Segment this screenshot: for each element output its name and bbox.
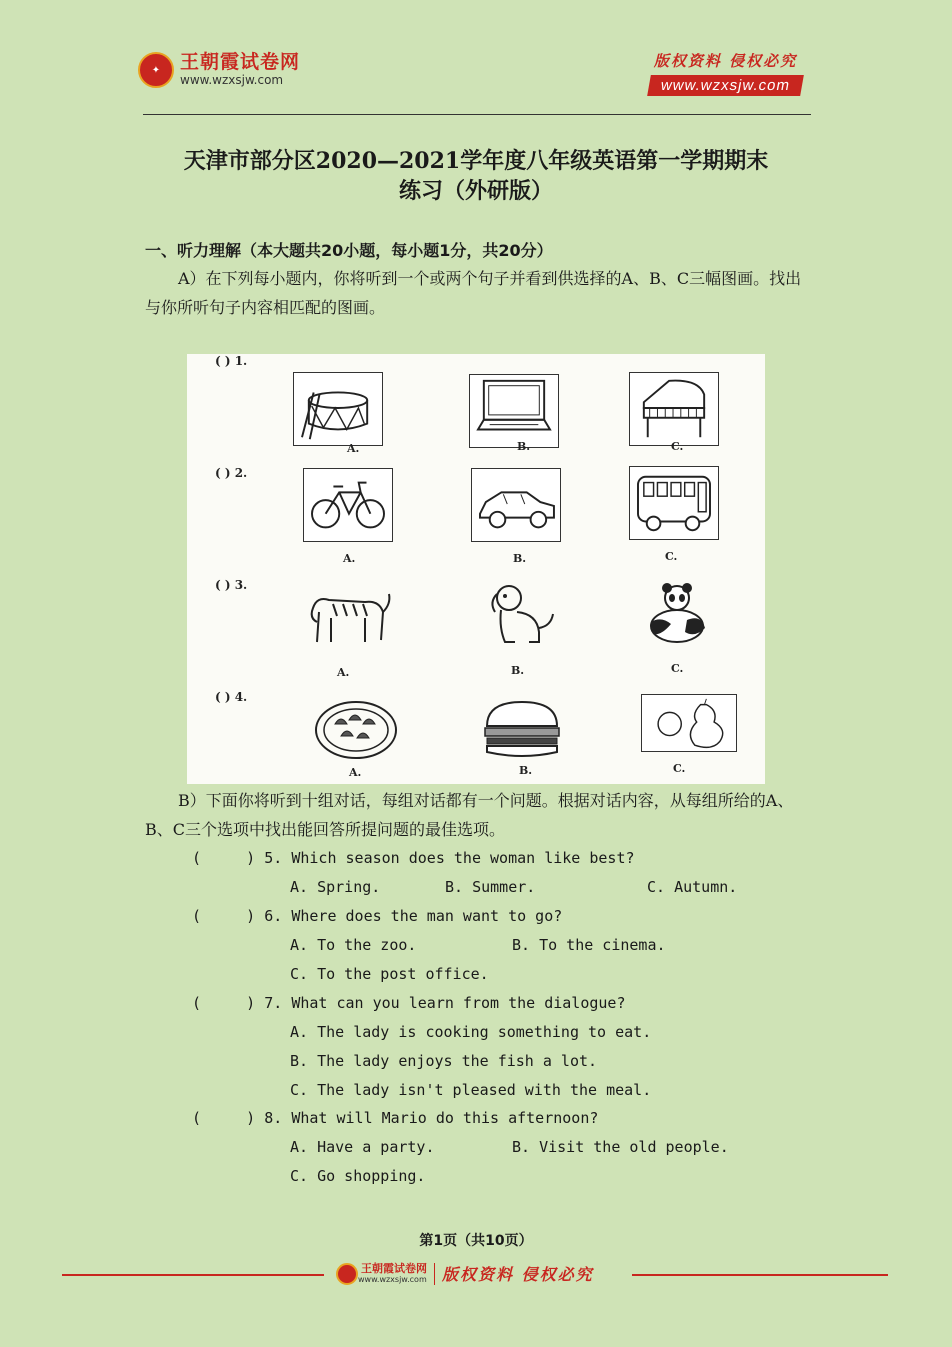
option-label: C. <box>671 440 684 453</box>
footer-divider-right <box>632 1274 888 1276</box>
question-6-stem: ( ) 6. Where does the man want to go? <box>192 907 563 925</box>
option-label: C. <box>673 762 686 775</box>
title-line-2: 练习（外研版） <box>398 178 553 204</box>
question-7-option-a: A. The lady is cooking something to eat. <box>290 1023 652 1041</box>
dog-icon <box>471 578 561 652</box>
header-slogan-block <box>649 50 802 96</box>
option-label: B. <box>517 440 531 453</box>
section-heading: 一、听力理解（本大题共20小题，每小题1分，共20分） <box>145 241 553 260</box>
header-slogan: 版权资料 侵权必究 <box>653 52 798 70</box>
footer-separator <box>434 1263 435 1285</box>
question-8-option-c: C. Go shopping. <box>290 1167 426 1185</box>
part-b-instructions: B）下面你将听到十组对话，每组对话都有一个问题。根据对话内容，从每组所给的A、B、C三个选项中找出能回答所提问题的最佳选项。 <box>145 791 794 839</box>
brand-url[interactable]: www.wzxsjw.com <box>180 73 284 87</box>
question-5-option-b: B. Summer. <box>445 878 536 896</box>
header-url-box[interactable]: www.wzxsjw.com <box>647 75 804 96</box>
option-label: A. <box>349 766 362 779</box>
bicycle-icon <box>303 468 393 542</box>
laptop-icon <box>469 374 559 448</box>
figure-row-4 <box>187 690 765 790</box>
drum-icon <box>293 372 383 446</box>
panda-icon <box>631 578 721 652</box>
seal-icon <box>336 1263 358 1285</box>
figure-row-2 <box>187 466 765 566</box>
car-icon <box>471 468 561 542</box>
figure-label: ( ) 2. <box>215 466 248 480</box>
option-label: B. <box>519 764 533 777</box>
question-6-option-b: B. To the cinema. <box>512 936 666 954</box>
footer-divider-left <box>62 1274 324 1276</box>
option-label: A. <box>337 666 350 679</box>
footer-slogan: 版权资料 侵权必究 <box>442 1265 594 1284</box>
hamburger-icon <box>477 694 567 768</box>
footer-brand-url[interactable]: www.wzxsjw.com <box>358 1274 427 1284</box>
question-8-option-a: A. Have a party. <box>290 1138 435 1156</box>
question-7-option-c: C. The lady isn't pleased with the meal. <box>290 1081 652 1099</box>
question-8-option-b: B. Visit the old people. <box>512 1138 729 1156</box>
figure-row-3 <box>187 578 765 678</box>
dumplings-icon <box>311 694 401 768</box>
figure-row-1 <box>187 354 765 454</box>
option-label: C. <box>665 550 678 563</box>
title-line-1: 天津市部分区2020—2021学年度八年级英语第一学期期末 <box>183 148 769 174</box>
header-divider <box>143 114 811 115</box>
option-label: A. <box>343 552 356 565</box>
seal-icon: ✦ <box>138 52 174 88</box>
option-label: C. <box>671 662 684 675</box>
option-label: B. <box>511 664 525 677</box>
part-a-instructions: A）在下列每小题内，你将听到一个或两个句子并看到供选择的A、B、C三幅图画。找出与你所听句子内容相匹配的图画。 <box>145 269 802 317</box>
page-header <box>0 0 952 120</box>
option-label: A. <box>347 442 360 455</box>
footer-brand <box>336 1262 594 1285</box>
question-6-option-c: C. To the post office. <box>290 965 489 983</box>
figure-label: ( ) 3. <box>215 578 248 592</box>
bus-icon <box>629 466 719 540</box>
piano-icon <box>629 372 719 446</box>
question-5-stem: ( ) 5. Which season does the woman like best? <box>192 849 635 867</box>
option-label: B. <box>513 552 527 565</box>
brand-logo[interactable] <box>138 52 300 88</box>
tiger-icon <box>303 578 393 652</box>
question-7-stem: ( ) 7. What can you learn from the dialogue? <box>192 994 626 1012</box>
page-title <box>60 146 892 206</box>
pear-icon <box>641 694 737 752</box>
question-8-stem: ( ) 8. What will Mario do this afternoon? <box>192 1109 599 1127</box>
picture-figure <box>187 354 765 784</box>
question-6-option-a: A. To the zoo. <box>290 936 417 954</box>
brand-name: 王朝霞试卷网 <box>180 51 301 73</box>
figure-label: ( ) 4. <box>215 690 248 704</box>
question-5-option-a: A. Spring. <box>290 878 381 896</box>
page-number: 第1页（共10页） <box>419 1233 533 1249</box>
question-7-option-b: B. The lady enjoys the fish a lot. <box>290 1052 598 1070</box>
footer-brand-name: 王朝霞试卷网 <box>361 1261 427 1275</box>
figure-label: ( ) 1. <box>215 354 248 368</box>
question-5-option-c: C. Autumn. <box>647 878 738 896</box>
